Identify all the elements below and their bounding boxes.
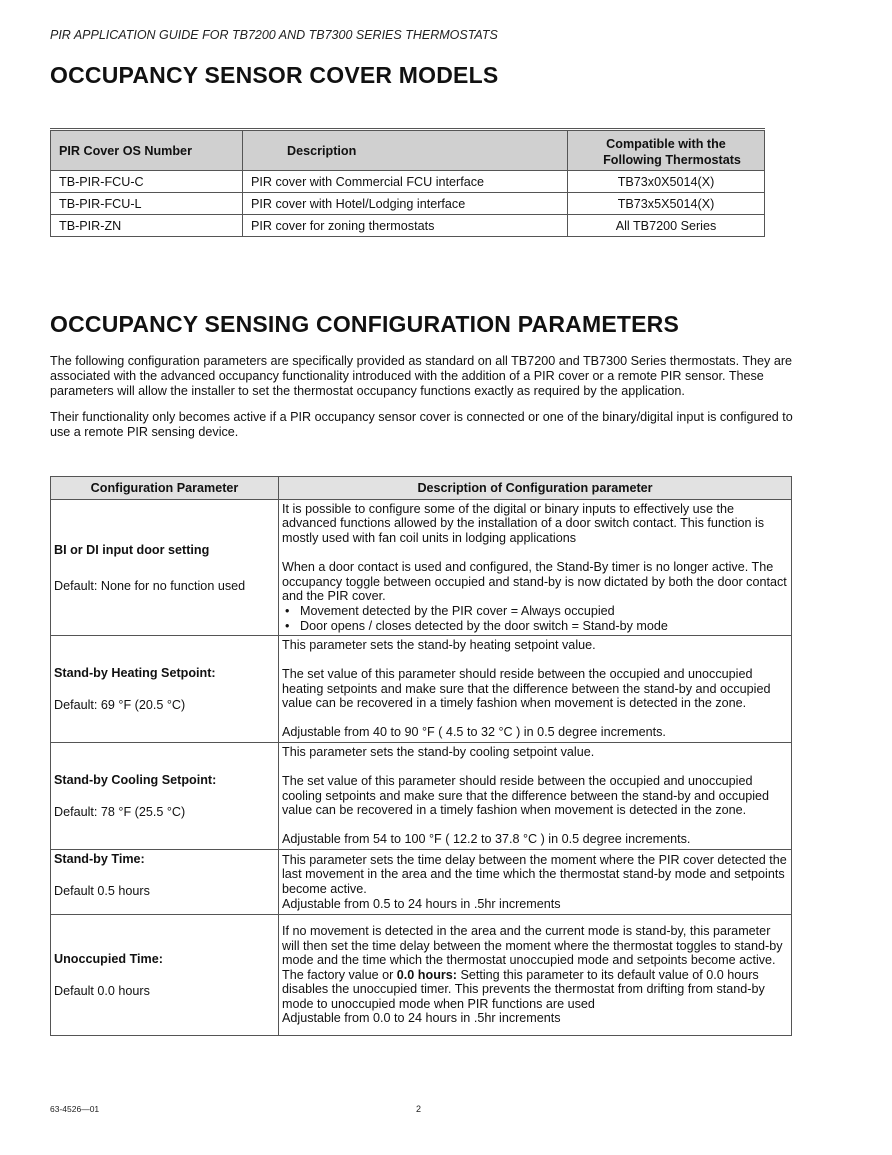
parameter-default: Default: 69 °F (20.5 °C) — [54, 698, 186, 712]
description-text: The set value of this parameter should reside between the occupied and unoccupied cooling setpoints and make sure that the difference between the stand-by and occupied value can be recovered in a timely fashion when movement is detected in the zone. — [282, 774, 770, 818]
table-row — [51, 850, 792, 915]
table-cell: PIR cover with Hotel/Lodging interface — [243, 193, 568, 215]
table-cell: PIR cover for zoning thermostats — [243, 215, 568, 237]
column-header: Description — [243, 130, 568, 171]
description-text-bold: 0.0 hours: — [396, 967, 457, 982]
description-text: Adjustable from 0.0 to 24 hours in .5hr increments — [282, 1011, 561, 1026]
description-cell — [279, 743, 792, 850]
section-title-cover-models: OCCUPANCY SENSOR COVER MODELS — [50, 62, 499, 88]
description-text-part: Setting this parameter to its default value of 0.0 hours disables the unoccupied timer. This prevents the thermostat from drifting from stand-by mode to unoccupied mode when PIR functions are used — [282, 967, 765, 1011]
table-header-row — [51, 130, 765, 171]
parameter-name: Stand-by Heating Setpoint: — [54, 666, 216, 680]
column-header: Description of Configuration parameter — [279, 477, 792, 500]
parameter-name: Stand-by Cooling Setpoint: — [54, 773, 217, 787]
description-cell — [279, 500, 792, 636]
table-cell: TB-PIR-FCU-C — [51, 171, 243, 193]
parameter-default: Default 0.5 hours — [54, 884, 150, 898]
description-cell — [279, 850, 792, 915]
table-cell: TB-PIR-ZN — [51, 215, 243, 237]
bullet-item: • Movement detected by the PIR cover = Always occupied — [282, 604, 788, 619]
description-text: When a door contact is used and configured, the Stand-By timer is no longer active. The occupancy toggle between occupied and stand-by is now dictated by both the door contact and the PIR cover. — [282, 560, 787, 604]
description-text: If no movement is detected in the area and the current mode is stand-by, this parameter will then set the time delay between the moment where the thermostat toggles to stand-by mode and the time which the thermostat unoccupied mode and setpoints become active. — [282, 923, 783, 968]
column-header: PIR Cover OS Number — [51, 130, 243, 171]
description-text: This parameter sets the stand-by cooling setpoint value. — [282, 744, 595, 759]
table-row — [51, 215, 765, 237]
description-text: Adjustable from 40 to 90 °F ( 4.5 to 32 °C ) in 0.5 degree increments. — [282, 725, 666, 740]
page-number: 2 — [416, 1104, 422, 1114]
column-header-line: Compatible with the — [606, 136, 726, 151]
column-header — [568, 130, 765, 171]
table-cell: TB73x0X5014(X) — [568, 171, 765, 193]
description-text: The set value of this parameter should reside between the occupied and unoccupied heating setpoints and make sure that the difference between the stand-by and occupied value can be recovered in a timely fashion when movement is detected in the zone. — [282, 667, 771, 711]
table-cell: PIR cover with Commercial FCU interface — [243, 171, 568, 193]
table-row — [51, 171, 765, 193]
parameter-cell — [51, 850, 279, 915]
section-title-configuration-parameters: OCCUPANCY SENSING CONFIGURATION PARAMETERS — [50, 311, 680, 337]
document-number: 63-4526—01 — [50, 1104, 100, 1114]
parameter-cell — [51, 743, 279, 850]
column-header: Configuration Parameter — [51, 477, 279, 500]
description-text — [282, 968, 788, 1012]
description-text: Adjustable from 0.5 to 24 hours in .5hr increments — [282, 896, 561, 911]
table-cell: TB73x5X5014(X) — [568, 193, 765, 215]
cover-models-table — [50, 128, 765, 237]
column-header-line: Following Thermostats — [603, 152, 741, 167]
configuration-parameters-table — [50, 476, 792, 1036]
running-header: PIR APPLICATION GUIDE FOR TB7200 AND TB7300 SERIES THERMOSTATS — [50, 28, 498, 42]
parameter-default: Default: None for no function used — [54, 578, 246, 593]
table-row — [51, 915, 792, 1036]
parameter-name: BI or DI input door setting — [54, 542, 210, 557]
description-text-part: The factory value or — [282, 967, 397, 982]
description-text: This parameter sets the stand-by heating setpoint value. — [282, 637, 596, 652]
table-cell: TB-PIR-FCU-L — [51, 193, 243, 215]
table-cell: All TB7200 Series — [568, 215, 765, 237]
intro-paragraph: The following configuration parameters are specifically provided as standard on all TB7200 and TB7300 Series thermostats. They are associated with the advanced occupancy functionality introduced with the addition of a PIR cover or a remote PIR sensor. These parameters will allow the installer to set the thermostat occupancy functions exactly as required by the application. — [50, 354, 793, 398]
table-row — [51, 636, 792, 743]
parameter-cell — [51, 636, 279, 743]
table-row — [51, 500, 792, 636]
description-cell — [279, 915, 792, 1036]
parameter-cell — [51, 915, 279, 1036]
parameter-default: Default 0.0 hours — [54, 984, 150, 998]
parameter-name: Stand-by Time: — [54, 852, 145, 866]
parameter-name: Unoccupied Time: — [54, 952, 163, 966]
table-row — [51, 743, 792, 850]
parameter-default: Default: 78 °F (25.5 °C) — [54, 805, 186, 819]
description-text: It is possible to configure some of the digital or binary inputs to effectively use the advanced functions allowed by the installation of a door switch contact. This function is mostly used with fan coil units in lodging applications — [282, 501, 765, 546]
intro-paragraph: Their functionality only becomes active if a PIR occupancy sensor cover is connected or one of the binary/digital input is configured to use a remote PIR sensing device. — [50, 410, 793, 439]
table-row — [51, 193, 765, 215]
description-cell — [279, 636, 792, 743]
table-header-row — [51, 477, 792, 500]
description-text: Adjustable from 54 to 100 °F ( 12.2 to 37.8 °C ) in 0.5 degree increments. — [282, 832, 691, 847]
parameter-cell — [51, 500, 279, 636]
description-text: This parameter sets the time delay between the moment where the PIR cover detected the last movement in the area and the time which the thermostat stand-by mode and setpoints become active. — [282, 852, 787, 896]
bullet-item: • Door opens / closes detected by the door switch = Stand-by mode — [282, 619, 788, 634]
